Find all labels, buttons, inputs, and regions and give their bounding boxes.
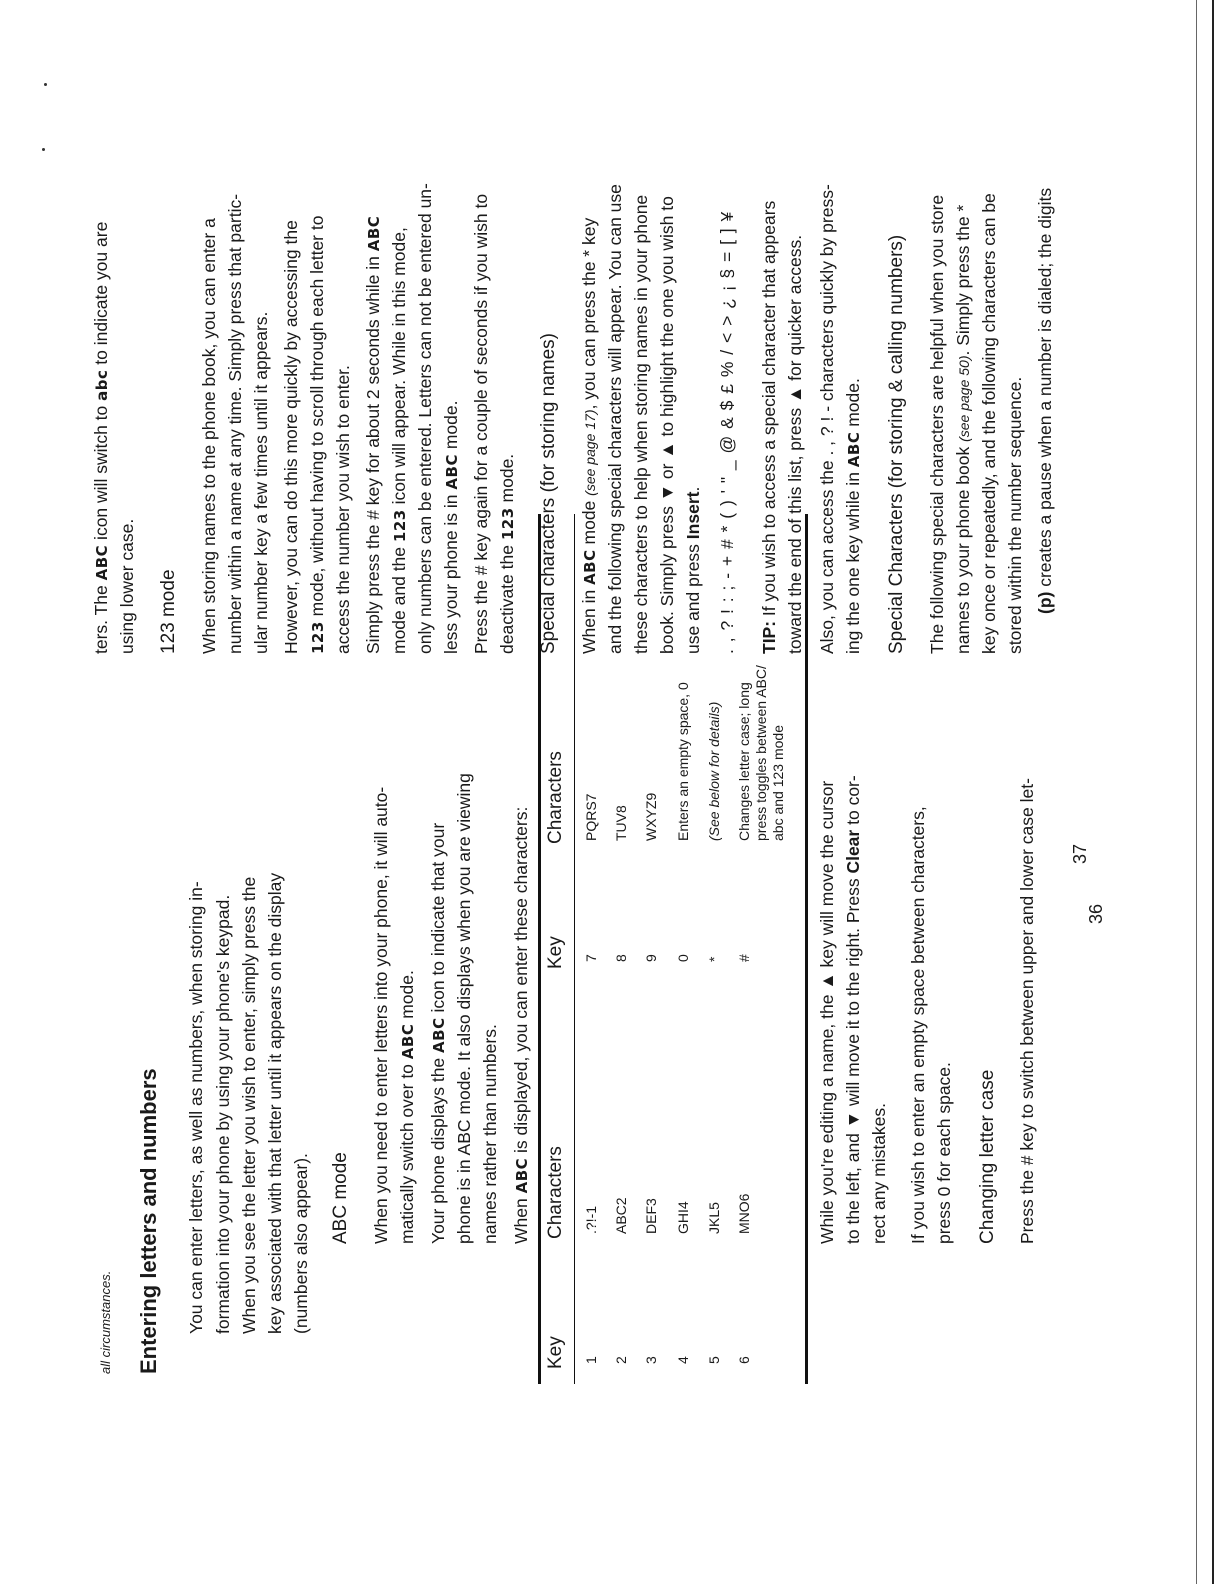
- clear-key-label: Clear: [843, 829, 863, 874]
- special-characters-heading: Special characters (for storing names): [538, 332, 559, 654]
- down-arrow-icon: ▼: [657, 483, 677, 502]
- rotated-spread: all circumstances. Entering letters and numbers You can enter letters, as well as numbers, when storing in- formation into your phone by using your phone's keypad. When you see the letter you wish to enter, simply press the key associated with that letter until it appears on the display (numbers also appear). ABC mode When you need to enter letters into your phone, it will auto- matically switch over to ABC mode. Your phone displays the ABC icon to indicate that your phone is in ABC mode. It also displays when you are viewing names rather than numbers. When ABC is displayed, you can enter these characters: Key Characters Key Characters 1 .?!-1 7 PQRS7 2 ABC2 8 TUV8 3 DEF3 9 WXYZ9 4 GHI4 0 Enters an empty space, 0 5 JKL5 * (See below for details) 6 MNO6 # Changes letter case; long press toggles between ABC/ abc and 123 mode While you're editing a name, the ▲ key will move the cursor to the left, and ▼ will move it to the right. Press Clear to cor- rect any mistakes. If you wish to enter an empty space between characters, press 0 for each space. Changing letter case Press the # key to switch between upper and lower case let- 36 ters. The ABC icon will switch to abc to indicate you are using lower case. 123 mode When storing names to the phone book, you can enter a number within a name at any time. Simply press that partic- ular number key a few times until it appears. However, you can do this more quickly by accessing the 123 mode, without having to scroll through each letter to access the number you wish to enter. Simply press the # key for about 2 seconds while in ABC mode and the 123 icon will appear. While in this mode, only numbers can be entered. Letters can not be entered un- less your phone is in ABC mode. Press the # key again for a couple of seconds if you wish to deactivate the 123 mode. Special characters (for storing names) When in ABC mode (see page 17), you can press the * key and the following special characters will appear. You can use these characters to help when storing names in your phone book. Simply press ▼ or ▲ to highlight the one you wish to use and press Insert. . , ? ! : ; - + # * ( ) ' " _ @ & $ £ % / < > ¿ ¡ § = [ ] ¥ TIP: If you wish to access a special character that appears toward the end of this list, press ▲ for quicker access. Also, you can access the . , ? ! - characters quickly by press- ing the one key while in ABC mode. Special Characters (for storing & calling numbers) The following special characters are helpful when you store names to your phone book (see page 50). Simply press the * key once or repeatedly, and the following characters can be stored within the number sequence. (p) creates a pause when a number is dialed; the digits 37: [0, 0, 1224, 1584]
- scan-edge-line: [1212, 0, 1214, 1584]
- abc-mode-icon: ABC: [513, 1157, 531, 1194]
- tip-label: TIP:: [759, 620, 779, 654]
- page-title: Entering letters and numbers: [136, 1068, 161, 1374]
- table-header-rule: [574, 514, 575, 1384]
- abc-mode-icon: ABC: [399, 1023, 417, 1060]
- changing-case-paragraph: Press the # key to switch between upper and lower case let-: [1017, 778, 1037, 1244]
- table-header-key-2: Key: [545, 936, 566, 969]
- table-header-chars-2: Characters: [545, 751, 566, 844]
- mode-123-icon: 123: [309, 621, 327, 654]
- page-reference: (see page 50): [956, 355, 972, 442]
- abc-mode-icon: ABC: [93, 544, 111, 581]
- mode-123-heading: 123 mode: [158, 569, 179, 654]
- table-header-key-1: Key: [545, 1336, 566, 1369]
- table-header-chars-1: Characters: [545, 1146, 566, 1239]
- up-arrow-icon: ▲: [785, 385, 805, 404]
- abc-mode-heading: ABC mode: [330, 1152, 351, 1244]
- insert-key-label: Insert: [683, 491, 703, 540]
- special-characters-numbers-heading: Special Characters (for storing & calling numbers): [886, 234, 907, 654]
- page-number: 36: [1086, 903, 1106, 924]
- pause-paragraph: (p) creates a pause when a number is dialed; the digits: [1035, 187, 1055, 614]
- abc-mode-paragraph-3: When ABC is displayed, you can enter these characters:: [511, 806, 531, 1244]
- page-reference: (see page 17): [582, 409, 598, 496]
- continued-fragment: all circumstances.: [98, 1270, 113, 1374]
- lowercase-abc-icon: abc: [93, 369, 111, 401]
- pause-code: (p): [1035, 591, 1055, 614]
- scan-edge-line: [1196, 0, 1197, 1584]
- special-characters-list: . , ? ! : ; - + # * ( ) ' " _ @ & $ £ % / < > ¿ ¡ § = [ ] ¥: [717, 210, 737, 654]
- abc-mode-icon: ABC: [581, 549, 599, 585]
- abc-mode-icon: ABC: [845, 431, 863, 468]
- abc-mode-icon: ABC: [430, 1017, 448, 1053]
- up-arrow-icon: ▲: [817, 972, 837, 990]
- abc-mode-icon: ABC: [443, 454, 461, 490]
- abc-mode-icon: ABC: [365, 215, 383, 252]
- down-arrow-icon: ▼: [843, 1110, 863, 1129]
- changing-case-heading: Changing letter case: [977, 1069, 998, 1244]
- page-number: 37: [1070, 843, 1090, 864]
- mode-123-icon: 123: [391, 509, 409, 543]
- continued-paragraph: ters. The ABC icon will switch to abc to indicate you are: [91, 221, 111, 654]
- mode-123-icon: 123: [499, 507, 517, 541]
- up-arrow-icon: ▲: [657, 441, 677, 459]
